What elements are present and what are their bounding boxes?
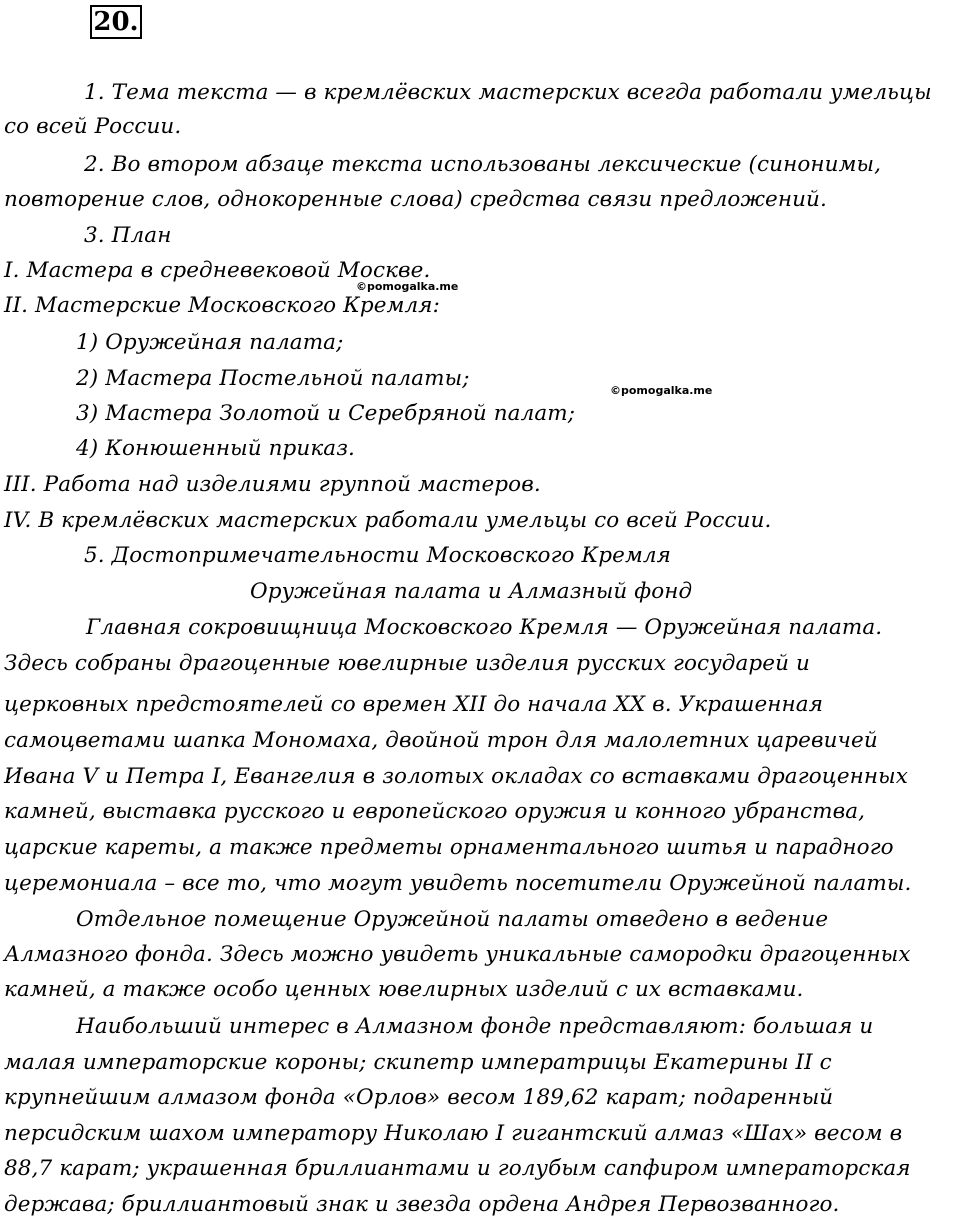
text-line: 3. План [84,223,172,248]
text-line: 1. Тема текста — в кремлёвских мастерских всегда работали умельцы [84,80,932,105]
text-line: малая императорские короны; скипетр императрицы Екатерины II с [4,1050,832,1075]
text-line: IV. В кремлёвских мастерских работали умельцы со всей России. [4,508,772,533]
text-line: II. Мастерские Московского Кремля: [4,293,440,318]
text-line: Здесь собраны драгоценные ювелирные изделия русских государей и [4,651,810,676]
text-line: 2. Во втором абзаце текста использованы лексические (синонимы, [84,152,882,177]
text-line: 1) Оружейная палата; [76,330,344,355]
text-line: персидским шахом императору Николаю I гигантский алмаз «Шах» весом в [4,1121,903,1146]
text-line: со всей России. [4,114,182,139]
text-line: Алмазного фонда. Здесь можно увидеть уникальные самородки драгоценных [4,942,911,967]
text-line: 3) Мастера Золотой и Серебряной палат; [76,401,576,426]
text-line: Ивана V и Петра I, Евангелия в золотых окладах со вставками драгоценных [4,764,909,789]
text-line: камней, а также особо ценных ювелирных изделий с их вставками. [4,977,804,1002]
text-line: царские кареты, а также предметы орнаментального шитья и парадного [4,835,894,860]
task-number: 20. [90,5,142,39]
text-line: III. Работа над изделиями группой мастеров. [4,472,541,497]
text-line: самоцветами шапка Мономаха, двойной трон для малолетних царевичей [4,728,878,753]
text-line: 2) Мастера Постельной палаты; [76,366,470,391]
text-line: повторение слов, однокоренные слова) средства связи предложений. [4,187,827,212]
watermark: ©pomogalka.me [356,280,459,293]
text-line: 5. Достопримечательности Московского Кремля [84,543,672,568]
text-line: 88,7 карат; украшенная бриллиантами и голубым сапфиром императорская [4,1156,911,1181]
text-line: Наибольший интерес в Алмазном фонде представляют: большая и [76,1014,874,1039]
watermark: ©pomogalka.me [610,384,713,397]
text-line: I. Мастера в средневековой Москве. [4,258,431,283]
text-line: крупнейшим алмазом фонда «Орлов» весом 189,62 карат; подаренный [4,1085,834,1110]
section-heading: Оружейная палата и Алмазный фонд [250,579,693,604]
text-line: церемониала – все то, что могут увидеть посетители Оружейной палаты. [4,871,912,896]
text-line: 4) Конюшенный приказ. [76,436,355,461]
text-line: держава; бриллиантовый знак и звезда ордена Андрея Первозванного. [4,1192,840,1217]
text-line: Отдельное помещение Оружейной палаты отведено в ведение [76,907,829,932]
text-line: церковных предстоятелей со времен XII до начала XX в. Украшенная [4,692,824,717]
text-line: Главная сокровищница Московского Кремля — Оружейная палата. [86,615,883,640]
text-line: камней, выставка русского и европейского оружия и конного убранства, [4,799,866,824]
